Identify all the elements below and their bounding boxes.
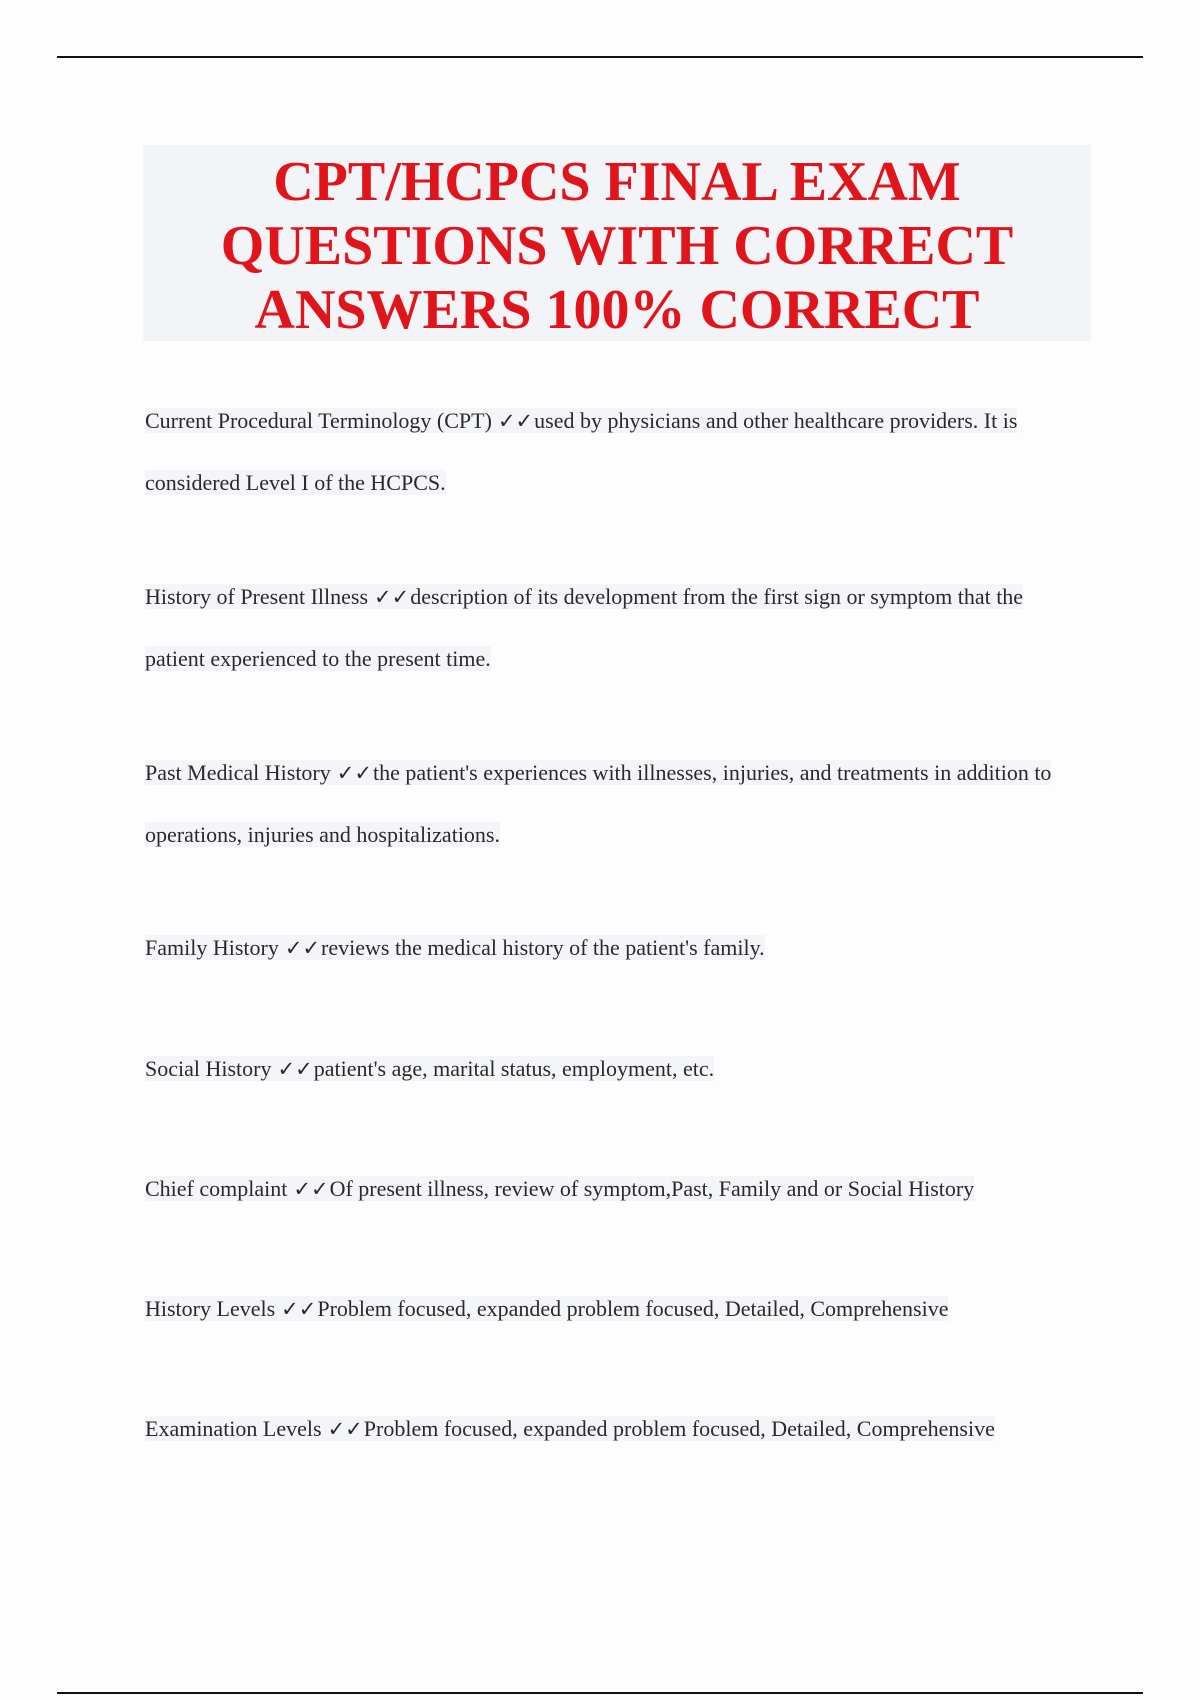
bottom-rule (57, 1692, 1143, 1694)
qa-entry (145, 390, 1085, 513)
qa-entry (145, 1398, 1085, 1460)
entry-definition: Problem focused, expanded problem focused, Detailed, Comprehensive (363, 1416, 995, 1441)
check-icon: ✓✓ (374, 585, 410, 609)
qa-entry (145, 1278, 1085, 1340)
qa-entry (145, 742, 1085, 865)
title-banner (143, 145, 1091, 341)
entry-definition: reviews the medical history of the patient's family. (321, 935, 765, 960)
entry-definition: Of present illness, review of symptom,Past, Family and or Social History (329, 1176, 975, 1201)
check-icon: ✓✓ (327, 1417, 363, 1441)
entry-term: Past Medical History (145, 760, 331, 785)
entry-term: Family History (145, 935, 279, 960)
top-rule (57, 56, 1143, 58)
entry-term: Social History (145, 1056, 272, 1081)
check-icon: ✓✓ (336, 761, 372, 785)
document-title: CPT/HCPCS FINAL EXAM QUESTIONS WITH CORRECT ANSWERS 100% CORRECT (220, 151, 1014, 341)
entry-definition: patient's age, marital status, employment, etc. (313, 1056, 715, 1081)
check-icon: ✓✓ (497, 409, 534, 433)
qa-entry (145, 917, 1085, 979)
check-icon: ✓✓ (277, 1057, 313, 1081)
check-icon: ✓✓ (284, 936, 321, 960)
entry-term: Examination Levels (145, 1416, 322, 1441)
qa-entry (145, 1038, 1085, 1100)
check-icon: ✓✓ (281, 1297, 317, 1321)
entry-definition: Problem focused, expanded problem focused, Detailed, Comprehensive (317, 1296, 949, 1321)
entry-definition: used by physicians and other healthcare providers. It is considered Level I of the HCPCS. (145, 408, 1018, 495)
entry-definition: the patient's experiences with illnesses, injuries, and treatments in addition to operations, injuries and hospitalizations. (145, 760, 1052, 847)
check-icon: ✓✓ (293, 1177, 329, 1201)
entry-term: Current Procedural Terminology (CPT) (145, 408, 492, 433)
entry-definition: description of its development from the first sign or symptom that the patient experienced to the present time. (145, 584, 1024, 671)
entry-term: Chief complaint (145, 1176, 288, 1201)
entry-term: History of Present Illness (145, 584, 369, 609)
qa-entry (145, 566, 1085, 689)
entry-term: History Levels (145, 1296, 276, 1321)
qa-entry (145, 1158, 1085, 1220)
